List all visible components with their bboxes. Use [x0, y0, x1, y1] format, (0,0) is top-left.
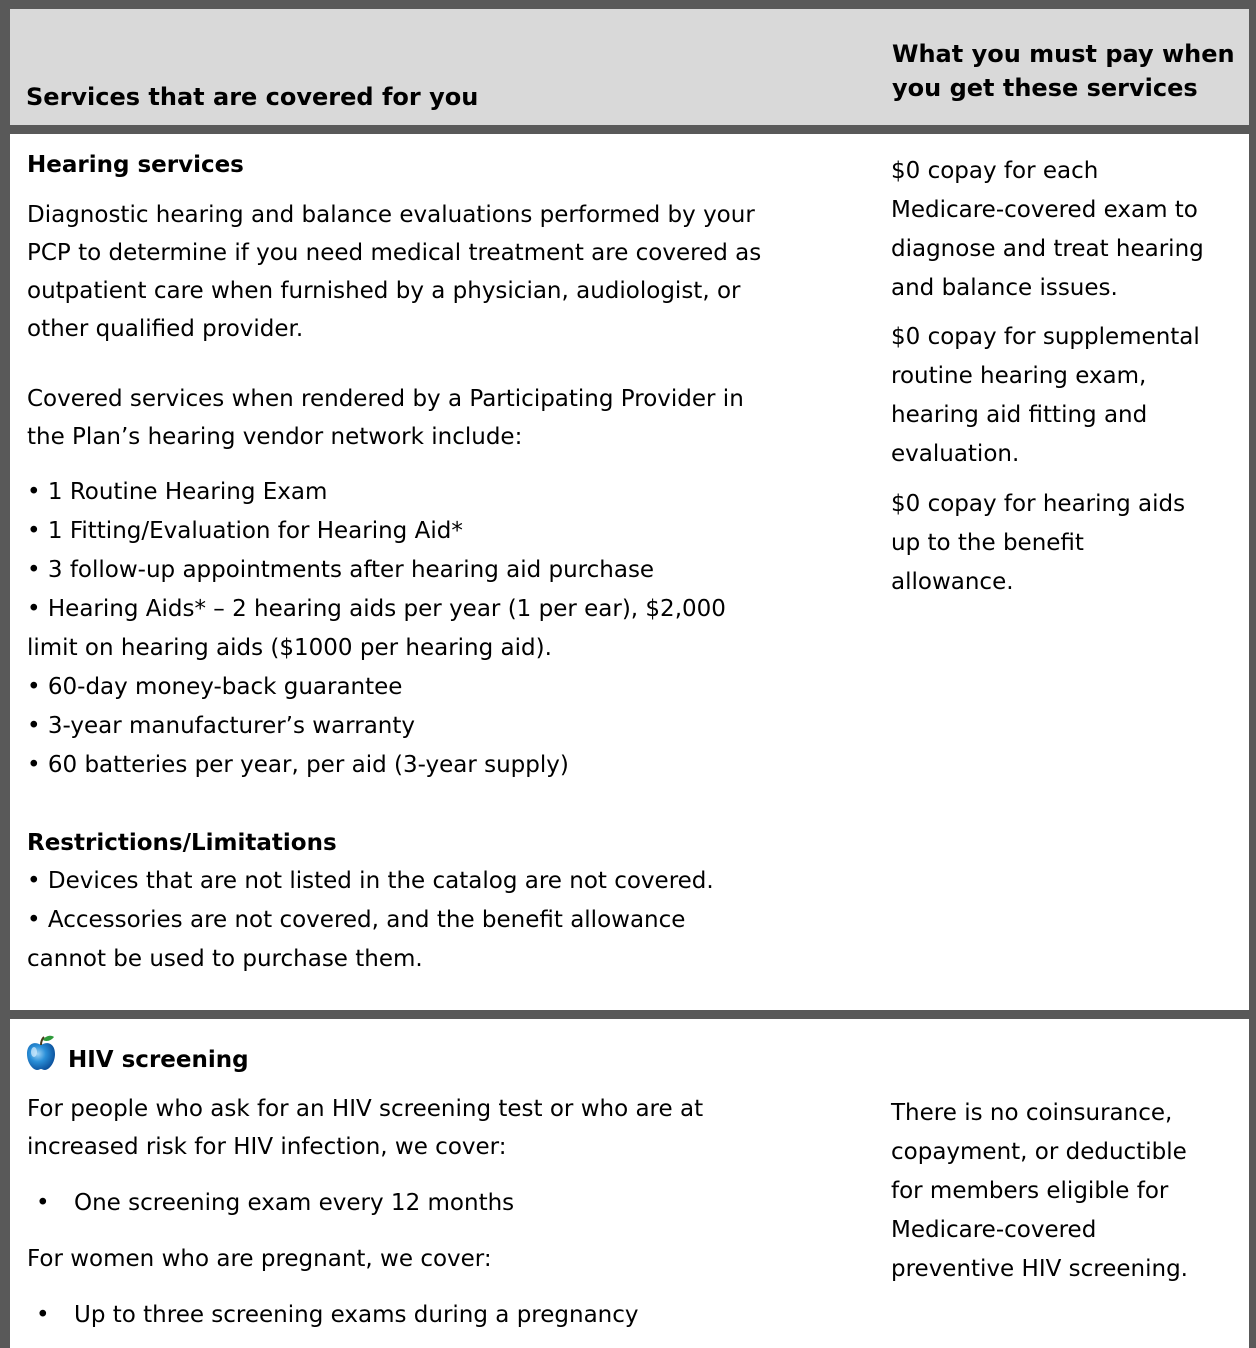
restriction-item: • Accessories are not covered, and the benefit allowance	[27, 907, 686, 933]
table-border-left	[0, 0, 10, 1348]
cost-line: Medicare-covered exam to	[891, 197, 1198, 223]
cost-line: copayment, or deductible	[891, 1139, 1187, 1165]
row-divider	[0, 1010, 1256, 1019]
table-header	[10, 0, 1249, 125]
hiv-intro-line1: For people who ask for an HIV screening test or who are at	[27, 1096, 704, 1122]
hiv-bullet-2: Up to three screening exams during a pregnancy	[74, 1302, 639, 1328]
hearing-para1-line3: outpatient care when furnished by a physician, audiologist, or	[27, 278, 741, 304]
header-payment-line1: What you must pay when	[892, 40, 1235, 68]
hearing-bullet: • Hearing Aids* – 2 hearing aids per year (1 per ear), $2,000	[27, 596, 726, 622]
hearing-bullet: • 1 Routine Hearing Exam	[27, 479, 328, 505]
hearing-bullet: • 3 follow-up appointments after hearing aid purchase	[27, 557, 655, 583]
cost-line: up to the benefit	[891, 530, 1084, 556]
table-border-right	[1249, 0, 1256, 1348]
cost-line: $0 copay for each	[891, 158, 1099, 184]
cost-line: $0 copay for hearing aids	[891, 491, 1186, 517]
apple-icon	[24, 1034, 58, 1072]
cost-line: $0 copay for supplemental	[891, 324, 1200, 350]
bullet-dot: •	[36, 1190, 50, 1216]
row-divider	[0, 125, 1256, 134]
hiv-cost	[891, 1094, 1246, 1289]
hearing-bullet-continuation: limit on hearing aids ($1000 per hearing aid).	[27, 635, 552, 661]
hearing-bullet: • 60 batteries per year, per aid (3-year supply)	[27, 752, 569, 778]
hearing-para2-line1: Covered services when rendered by a Participating Provider in	[27, 386, 744, 412]
hearing-para2-line2: the Plan’s hearing vendor network include:	[27, 424, 523, 450]
cost-line: allowance.	[891, 569, 1014, 595]
bullet-dot: •	[36, 1302, 50, 1328]
hearing-para1-line2: PCP to determine if you need medical treatment are covered as	[27, 240, 762, 266]
header-payment-line2: you get these services	[892, 74, 1198, 102]
hearing-cost-aids	[891, 485, 1246, 602]
header-payment	[892, 37, 1252, 105]
cost-line: preventive HIV screening.	[891, 1256, 1188, 1282]
hearing-title: Hearing services	[27, 152, 244, 178]
hiv-title: HIV screening	[68, 1047, 249, 1073]
cost-line: diagnose and treat hearing	[891, 236, 1204, 262]
hearing-bullet: • 3-year manufacturer’s warranty	[27, 713, 415, 739]
cost-line: hearing aid fitting and	[891, 402, 1148, 428]
restriction-item-continuation: cannot be used to purchase them.	[27, 946, 423, 972]
cost-line: Medicare-covered	[891, 1217, 1097, 1243]
hearing-bullet: • 60-day money-back guarantee	[27, 674, 403, 700]
cost-line: evaluation.	[891, 441, 1020, 467]
cost-line: There is no coinsurance,	[891, 1100, 1173, 1126]
restrictions-title: Restrictions/Limitations	[27, 830, 337, 856]
header-services: Services that are covered for you	[26, 83, 479, 111]
restriction-item: • Devices that are not listed in the catalog are not covered.	[27, 868, 714, 894]
hiv-bullet-1: One screening exam every 12 months	[74, 1190, 515, 1216]
cost-line: routine hearing exam,	[891, 363, 1147, 389]
hearing-cost-supplemental	[891, 318, 1246, 474]
cost-line: for members eligible for	[891, 1178, 1169, 1204]
hearing-cost-exam	[891, 152, 1246, 308]
cost-line: and balance issues.	[891, 275, 1118, 301]
hearing-para1-line4: other qualified provider.	[27, 316, 304, 342]
hearing-bullet: • 1 Fitting/Evaluation for Hearing Aid*	[27, 518, 463, 544]
hiv-intro-line2: increased risk for HIV infection, we cover:	[27, 1134, 507, 1160]
hiv-pregnant-intro: For women who are pregnant, we cover:	[27, 1246, 492, 1272]
hearing-para1-line1: Diagnostic hearing and balance evaluations performed by your	[27, 202, 755, 228]
